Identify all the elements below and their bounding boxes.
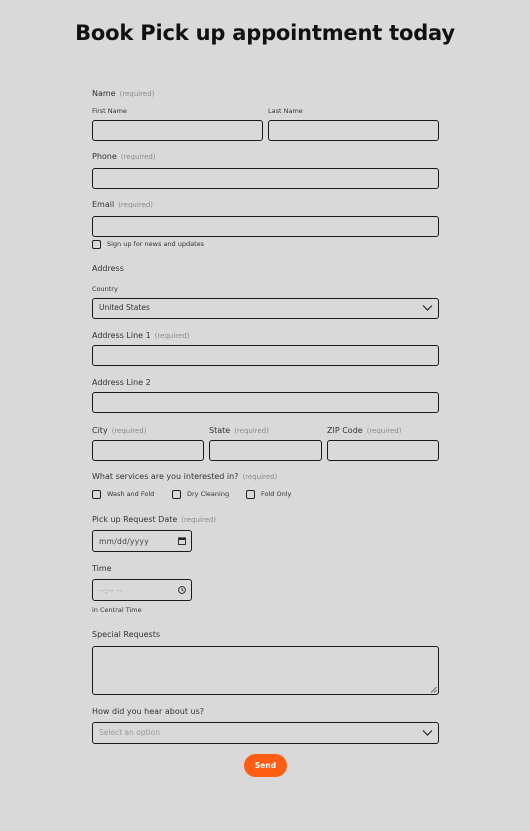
clock-icon[interactable] — [178, 586, 186, 594]
services-label — [92, 472, 277, 481]
newsletter-label: Sign up for news and updates — [107, 240, 205, 248]
date-label-text: Pick up Request Date — [92, 515, 178, 524]
phone-label-text: Phone — [92, 152, 117, 161]
phone-label — [92, 152, 156, 161]
state-input[interactable] — [209, 440, 322, 461]
address-line1-label — [92, 331, 190, 340]
country-label: Country — [92, 285, 118, 293]
time-label: Time — [92, 564, 112, 573]
state-label-text: State — [209, 426, 231, 435]
page-title: Book Pick up appointment today — [75, 21, 455, 45]
email-required: (required) — [118, 201, 153, 209]
send-button[interactable]: Send — [244, 754, 287, 777]
chevron-down-icon — [422, 729, 433, 737]
city-label-text: City — [92, 426, 108, 435]
services-label-text: What services are you interested in? — [92, 472, 239, 481]
name-label — [92, 89, 154, 98]
date-required: (required) — [181, 516, 217, 524]
phone-required: (required) — [120, 153, 156, 161]
resize-handle-icon[interactable] — [430, 686, 437, 693]
email-label — [92, 200, 153, 209]
name-label-text: Name — [92, 89, 116, 98]
address-line1-required: (required) — [154, 332, 190, 340]
date-input[interactable] — [92, 530, 192, 552]
state-required: (required) — [234, 427, 269, 435]
zip-input[interactable] — [327, 440, 439, 461]
address-line1-label-text: Address Line 1 — [92, 331, 151, 340]
address-label: Address — [92, 264, 124, 273]
city-label — [92, 426, 146, 435]
date-label — [92, 515, 216, 524]
country-select[interactable] — [92, 298, 439, 319]
name-required: (required) — [119, 90, 155, 98]
service-checkbox-dry-cleaning[interactable] — [172, 490, 181, 499]
date-placeholder: mm/dd/yyyy — [99, 537, 149, 546]
phone-input[interactable] — [92, 168, 439, 189]
service-label-fold-only: Fold Only — [261, 490, 292, 498]
service-label-wash-and-fold: Wash and Fold — [107, 490, 155, 498]
last-name-label: Last Name — [268, 107, 303, 115]
city-required: (required) — [111, 427, 147, 435]
special-requests-textarea[interactable] — [92, 646, 439, 695]
time-input[interactable] — [92, 579, 192, 601]
zip-label-text: ZIP Code — [327, 426, 363, 435]
special-requests-label: Special Requests — [92, 630, 161, 639]
zip-label — [327, 426, 401, 435]
address-line1-input[interactable] — [92, 345, 439, 366]
address-line2-input[interactable] — [92, 392, 439, 413]
country-value: United States — [99, 303, 150, 312]
last-name-input[interactable] — [268, 120, 439, 141]
first-name-input[interactable] — [92, 120, 263, 141]
address-line2-label: Address Line 2 — [92, 378, 151, 387]
hear-label: How did you hear about us? — [92, 707, 204, 716]
calendar-icon[interactable] — [178, 537, 186, 545]
time-placeholder: --:-- -- — [99, 586, 123, 595]
state-label — [209, 426, 269, 435]
hear-placeholder: Select an option — [99, 728, 160, 737]
city-input[interactable] — [92, 440, 204, 461]
zip-required: (required) — [366, 427, 402, 435]
email-input[interactable] — [92, 216, 439, 237]
email-label-text: Email — [92, 200, 115, 209]
hear-select[interactable] — [92, 722, 439, 744]
time-note: in Central Time — [92, 606, 142, 614]
newsletter-checkbox[interactable] — [92, 240, 101, 249]
services-required: (required) — [242, 473, 278, 481]
chevron-down-icon — [422, 304, 433, 312]
service-label-dry-cleaning: Dry Cleaning — [187, 490, 230, 498]
service-checkbox-wash-and-fold[interactable] — [92, 490, 101, 499]
first-name-label: First Name — [92, 107, 127, 115]
service-checkbox-fold-only[interactable] — [246, 490, 255, 499]
